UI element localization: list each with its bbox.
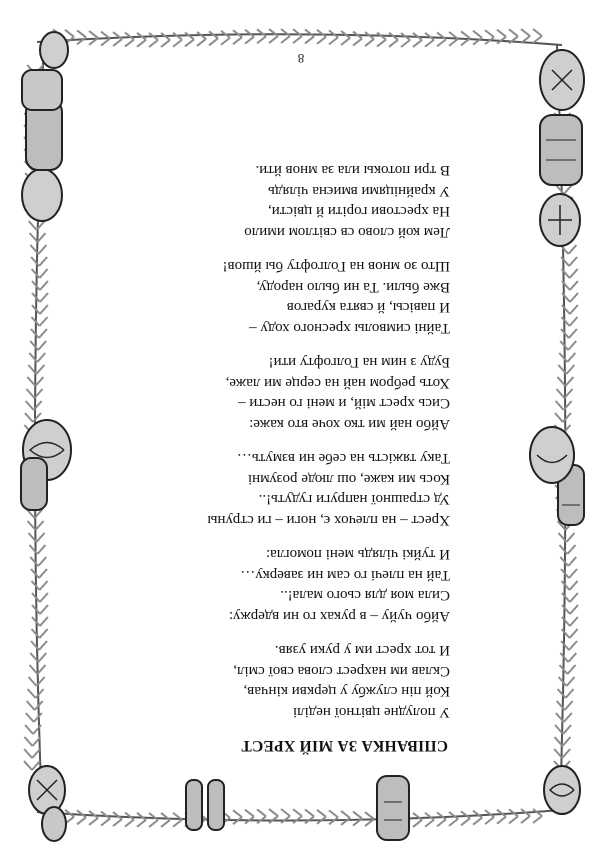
poem-text (122, 95, 452, 755)
poem-line: Айбо най ми тко хоче вто каже: (249, 416, 450, 432)
poem-line: Хрест – на плечох є, ноги – ги струны (207, 512, 450, 528)
poem-stanzas (122, 160, 452, 722)
poem-line: Вже были. Та ни было народу, (256, 279, 450, 295)
poem-line: Уд страшної напруги гудуть!.. (258, 491, 450, 508)
poem-line: Айбо чуйу – в руках го ни вдержу: (228, 608, 450, 624)
poem-stanza (122, 544, 452, 626)
carved-figure-ornament (377, 776, 409, 840)
poem-stanza (122, 160, 452, 242)
bottom-garland (37, 29, 562, 47)
poem-line: Таку тяжість на себе ни взмуть… (236, 450, 450, 467)
easter-egg-ornament (530, 427, 574, 483)
easter-egg-ornament (540, 194, 580, 246)
carved-figure-ornament (22, 70, 62, 170)
poem-line: И туйкі чілядь мені помогла: (265, 546, 450, 563)
poem-line: Кось ми каже, ош люде розумні (247, 471, 450, 487)
poem-line: В три потокы ила за мнов йти. (255, 162, 450, 179)
easter-egg-ornament (544, 766, 580, 814)
poem-line: Склав им нахрест слова свої сміл, (233, 663, 450, 679)
poem-line: Кой пін службу у церкви кінчав, (243, 683, 450, 700)
poem-line: Буду з ним на Голгофту ити! (268, 354, 450, 371)
poem-line: Тайні символы хресного ходу – (249, 320, 450, 336)
poem-line: И павісы, й свята курагов (286, 299, 450, 316)
page-number: 8 (297, 51, 305, 66)
poem-line: Што зо мнов на Голгофту бы йшов! (222, 258, 450, 275)
easter-egg-ornament (22, 169, 62, 221)
poem-line: Хоть ребром най на серце ми лаже, (225, 375, 450, 391)
poem-stanza (122, 640, 452, 722)
poem-line: У полудне цвітної неділі (292, 704, 450, 720)
poem-title: СПІВАНКА ЗА МІЙ ХРЕСТ (241, 737, 448, 754)
poem-line: Лем кой слово св світлом имило (244, 224, 450, 240)
poem-line: Тай на плечі го сам ни заверку… (240, 567, 450, 583)
poem-stanza (122, 448, 452, 530)
poem-line: На хрестови горіти й цвісти, (268, 203, 450, 220)
poem-stanza (122, 352, 452, 434)
top-garland (37, 809, 562, 827)
poem-stanza (122, 256, 452, 338)
poem-line: Сись хрест мій, и мені го нести – (238, 395, 450, 412)
poem-line: Сила моя для сього мала!.. (280, 587, 450, 604)
easter-egg-ornament (42, 807, 66, 841)
carved-figure-ornament (540, 115, 582, 185)
carved-figure-ornament (186, 780, 224, 830)
carved-figure-ornament (21, 458, 47, 510)
poem-line: И тот хрест им у руки узяв. (274, 642, 450, 659)
poem-line: У крайніцями вмиєна чілядь (267, 183, 450, 199)
easter-egg-ornament (29, 766, 65, 814)
